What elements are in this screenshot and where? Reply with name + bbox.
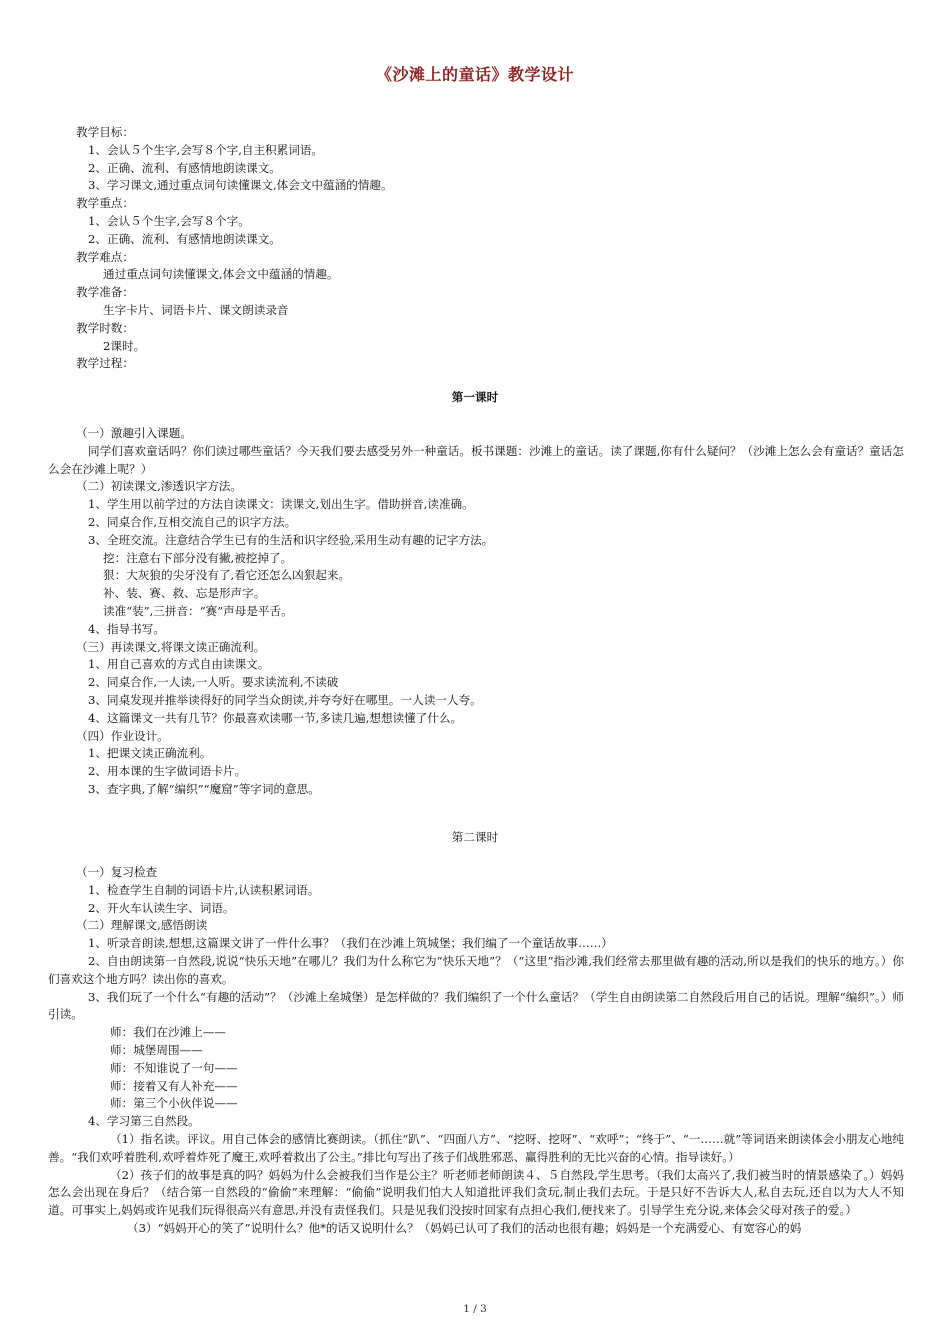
text-line: 3、全班交流。注意结合学生已有的生活和识字经验,采用生动有趣的记字方法。 [88,532,494,547]
text-line: （一）复习检查 [76,865,158,879]
text-line: 读准“装”,三拼音：“赛”声母是平舌。 [103,603,293,618]
lesson-1-section [48,425,904,799]
text-line: 3、学习课文,通过重点词句读懂课文,体会文中蕴涵的情趣。 [88,178,393,193]
text-line: 师：我们在沙滩上—— [110,1025,226,1040]
text-line: 通过重点词句读懂课文,体会文中蕴涵的情趣。 [103,267,339,282]
paragraph: 3、我们玩了一个什么“有趣的活动”？（沙滩上垒城堡）是怎样做的？我们编织了一个什么童话？（学生自由朗读第二自然段后用自己的话说。理解“编织”。）师引读。 [48,989,904,1022]
text-line: 4、学习第三自然段。 [88,1114,200,1129]
text-line: （3）“妈妈开心的笑了”说明什么？他*的话又说明什么？（妈妈已认可了我们的活动也很有趣；妈妈是一个充满爱心、有宽容心的妈 [127,1220,802,1235]
text-line: 2、正确、流利、有感情地朗读课文。 [88,160,281,175]
text-line: 1、学生用以前学过的方法自读课文：读课文,划出生字。借助拼音,读准确。 [88,497,474,512]
text-line: 教学重点： [76,196,134,211]
text-line: 教学目标： [76,125,134,139]
section-heading-lesson-2: 第二课时 [451,830,499,844]
text-line: 1、用自己喜欢的方式自由读课文。 [88,657,270,672]
paragraph: 同学们喜欢童话吗？你们读过哪些童话？今天我们要去感受另外一种童话。板书课题：沙滩上的童话。读了课题,你有什么疑问？（沙滩上怎么会有童话？童话怎么会在沙滩上呢？） [48,443,904,476]
text-line: 3、同桌发现并推举读得好的同学当众朗读,并夸夸好在哪里。一人读一人夸。 [88,692,482,707]
text-line: （三）再读课文,将课文读正确流利。 [76,639,266,654]
text-line: 4、这篇课文一共有几节？你最喜欢读哪一节,多读几遍,想想读懂了什么。 [88,710,463,725]
document-title: 《沙滩上的童话》教学设计 [375,65,574,84]
text-line: 教学难点： [76,249,134,264]
text-line: 1、听录音朗读,想想,这篇课文讲了一件什么事？（我们在沙滩上筑城堡；我们编了一个童话故事……） [88,936,613,951]
text-line: 师：不知谁说了一句—— [110,1060,238,1075]
text-line: （四）作业设计。 [76,728,169,743]
text-line: 教学时数： [76,320,134,335]
text-line: 师：第三个小伙伴说—— [110,1096,238,1111]
text-line: 1、检查学生自制的词语卡片,认读积累词语。 [88,882,320,897]
text-line: 2、开火车认读生字、词语。 [88,900,235,915]
text-line: 2课时。 [103,338,146,353]
text-line: 3、查字典,了解“编织”“魔窟”等字词的意思。 [88,781,320,796]
objectives-section [48,124,904,373]
text-line: （二）初读课文,渗透识字方法。 [76,479,242,494]
text-line: 2、同桌合作,互相交流自己的识字方法。 [88,514,297,529]
paragraph: （2）孩子们的故事是真的吗？妈妈为什么会被我们当作是公主？听老师老师朗读４、５自然段,学生思考。（我们太高兴了,我们被当时的情景感染了。）妈妈怎么会出现在身后？（结合第一自然段的“偷偷”来理解：“偷偷”说明我们怕大人知道批评我们贪玩,制止我们去玩。于是只好不告诉大人,私自去玩,还自以为大人不知道。可事实上,妈妈或许见我们玩得很高兴有意思,并没有责怪我们。只是见我们没按时回家有点担心我们,便找来了。引导学生充分说,来体会父母对孩子的爱。） [48,1167,904,1218]
text-line: 2、正确、流利、有感情地朗读课文。 [88,231,281,246]
paragraph: （1）指名读。评议。用自己体会的感情比赛朗读。（抓住“趴”、“四面八方”、“挖呀、挖呀”、“欢呼”；“终于”、“一……就”等词语来朗读体会小朋友心地纯善。“我们欢呼着胜利,欢呼着炸死了魔王,欢呼着救出了公主。”排比句写出了孩子们战胜邪恶、赢得胜利的无比兴奋的心情。指导读好。） [48,1131,904,1164]
text-line: 2、同桌合作,一人读,一人听。要求读流利,不读破 [88,675,339,690]
text-line: 2、用本课的生字做词语卡片。 [88,764,247,779]
text-line: 教学准备： [76,285,134,300]
text-line: 4、指导书写。 [88,621,165,636]
text-line: （二）理解课文,感悟朗读 [76,918,208,933]
lesson-2-section [48,864,904,1238]
section-heading-lesson-1: 第一课时 [451,390,499,404]
text-line: 师：城堡周围—— [110,1042,203,1057]
paragraph: 2、自由朗读第一自然段,说说“快乐天地”在哪儿？我们为什么称它为“快乐天地”？（“这里”指沙滩,我们经常去那里做有趣的活动,所以是我们的快乐的地方。）你们喜欢这个地方吗？读出你的喜欢。 [48,953,904,986]
text-line: 1、会认５个生字,会写８个字,自主积累词语。 [88,142,324,157]
text-line: 1、会认５个生字,会写８个字。 [88,213,250,228]
page-number: 1 / 3 [463,1303,487,1315]
text-line: 补、装、赛、救、忘是形声字。 [103,586,266,601]
text-line: 师：接着又有人补充—— [110,1078,238,1093]
text-line: 1、把课文读正确流利。 [88,746,212,761]
text-line: 狠：大灰狼的尖牙没有了,看它还怎么凶狠起来。 [103,568,351,583]
text-line: （一）激趣引入课题。 [76,426,192,440]
text-line: 教学过程： [76,356,134,371]
text-line: 生字卡片、词语卡片、课文朗读录音 [103,302,289,317]
text-line: 挖：注意右下部分没有撇,被挖掉了。 [103,550,293,565]
